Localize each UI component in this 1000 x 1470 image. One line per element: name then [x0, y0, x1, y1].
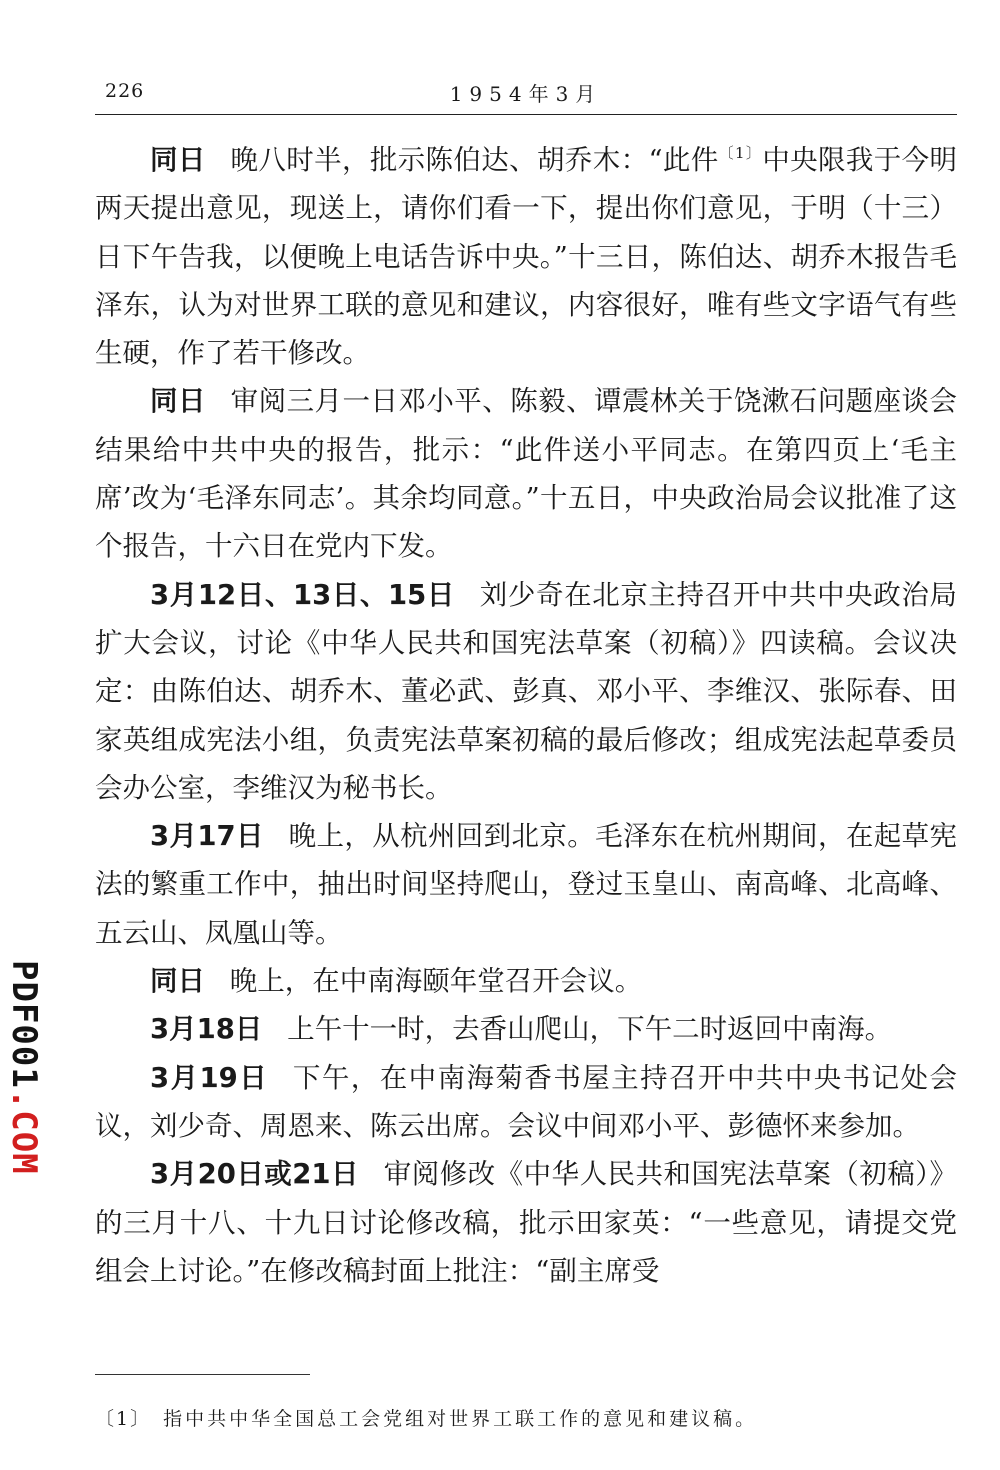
- running-head: 1954年3月: [449, 82, 603, 106]
- footnote-label: 〔1〕: [95, 1408, 152, 1430]
- entry-paragraph: [95, 812, 957, 957]
- entry-date: 3月19日: [150, 1061, 269, 1094]
- entry-date: 同日: [150, 385, 206, 418]
- entry-paragraph: [95, 571, 957, 812]
- watermark-red-text: .COM: [4, 1088, 44, 1175]
- entry-paragraph: [95, 1150, 957, 1295]
- entry-text: 下午，在中南海菊香书屋主持召开中共中央书记处会议，刘少奇、周恩来、陈云出席。会议中间邓小平、彭德怀来参加。: [95, 1061, 958, 1142]
- page-header: [95, 76, 957, 106]
- entry-text: 晚上，从杭州回到北京。毛泽东在杭州期间，在起草宪法的繁重工作中，抽出时间坚持爬山，登过玉皇山、南高峰、北高峰、五云山、凤凰山等。: [95, 820, 958, 949]
- body-text: [95, 136, 957, 1295]
- entry-paragraph: [95, 957, 957, 1005]
- entry-paragraph: [95, 136, 957, 377]
- entry-text: 刘少奇在北京主持召开中共中央政治局扩大会议，讨论《中华人民共和国宪法草案（初稿）》四读稿。会议决定：由陈伯达、胡乔木、董必武、彭真、邓小平、李维汉、张际春、田家英组成宪法小组，负责宪法草案初稿的最后修改；组成宪法起草委员会办公室，李维汉为秘书长。: [95, 578, 958, 804]
- page-number: 226: [105, 80, 145, 102]
- entry-paragraph: [95, 1005, 957, 1053]
- entry-date: 3月17日: [150, 820, 264, 853]
- entry-date: 3月20日或21日: [150, 1158, 359, 1191]
- entry-date: 3月18日: [150, 1013, 263, 1046]
- entry-text: 晚上，在中南海颐年堂召开会议。: [229, 965, 643, 998]
- header-rule: [95, 114, 957, 115]
- entry-date: 同日: [150, 144, 206, 176]
- entry-text: 审阅修改《中华人民共和国宪法草案（初稿）》的三月十八、十九日讨论修改稿，批示田家英：“一些意见，请提交党组会上讨论。”在修改稿封面上批注：“副主席受: [95, 1158, 957, 1287]
- watermark-logo: [4, 960, 44, 1210]
- entry-text: 上午十一时，去香山爬山，下午二时返回中南海。: [287, 1013, 893, 1046]
- entry-paragraph: [95, 377, 957, 570]
- footnote-text: 指中共中华全国总工会党组对世界工联工作的意见和建议稿。: [163, 1408, 758, 1430]
- entry-text: 晚八时半，批示陈伯达、胡乔木：“此件: [230, 144, 719, 176]
- footnote-reference[interactable]: 〔1〕: [718, 144, 763, 162]
- entry-paragraph: [95, 1054, 957, 1151]
- entry-text: 中央限我于今明两天提出意见，现送上，请你们看一下，提出你们意见，于明（十三）日下午告我，以便晚上电话告诉中央。”十三日，陈伯达、胡乔木报告毛泽东，认为对世界工联的意见和建议，内容很好，唯有些文字语气有些生硬，作了若干修改。: [95, 144, 958, 370]
- entry-date: 同日: [150, 965, 205, 998]
- footnote: [95, 1404, 957, 1434]
- entry-text: 审阅三月一日邓小平、陈毅、谭震林关于饶漱石问题座谈会结果给中共中央的报告，批示：“此件送小平同志。在第四页上‘毛主席’改为‘毛泽东同志’。其余均同意。”十五日，中央政治局会议批准了这个报告，十六日在党内下发。: [95, 385, 958, 563]
- watermark-dark-text: PDF001: [4, 960, 44, 1089]
- footnote-rule: [95, 1374, 310, 1375]
- entry-date: 3月12日、13日、15日: [150, 578, 456, 611]
